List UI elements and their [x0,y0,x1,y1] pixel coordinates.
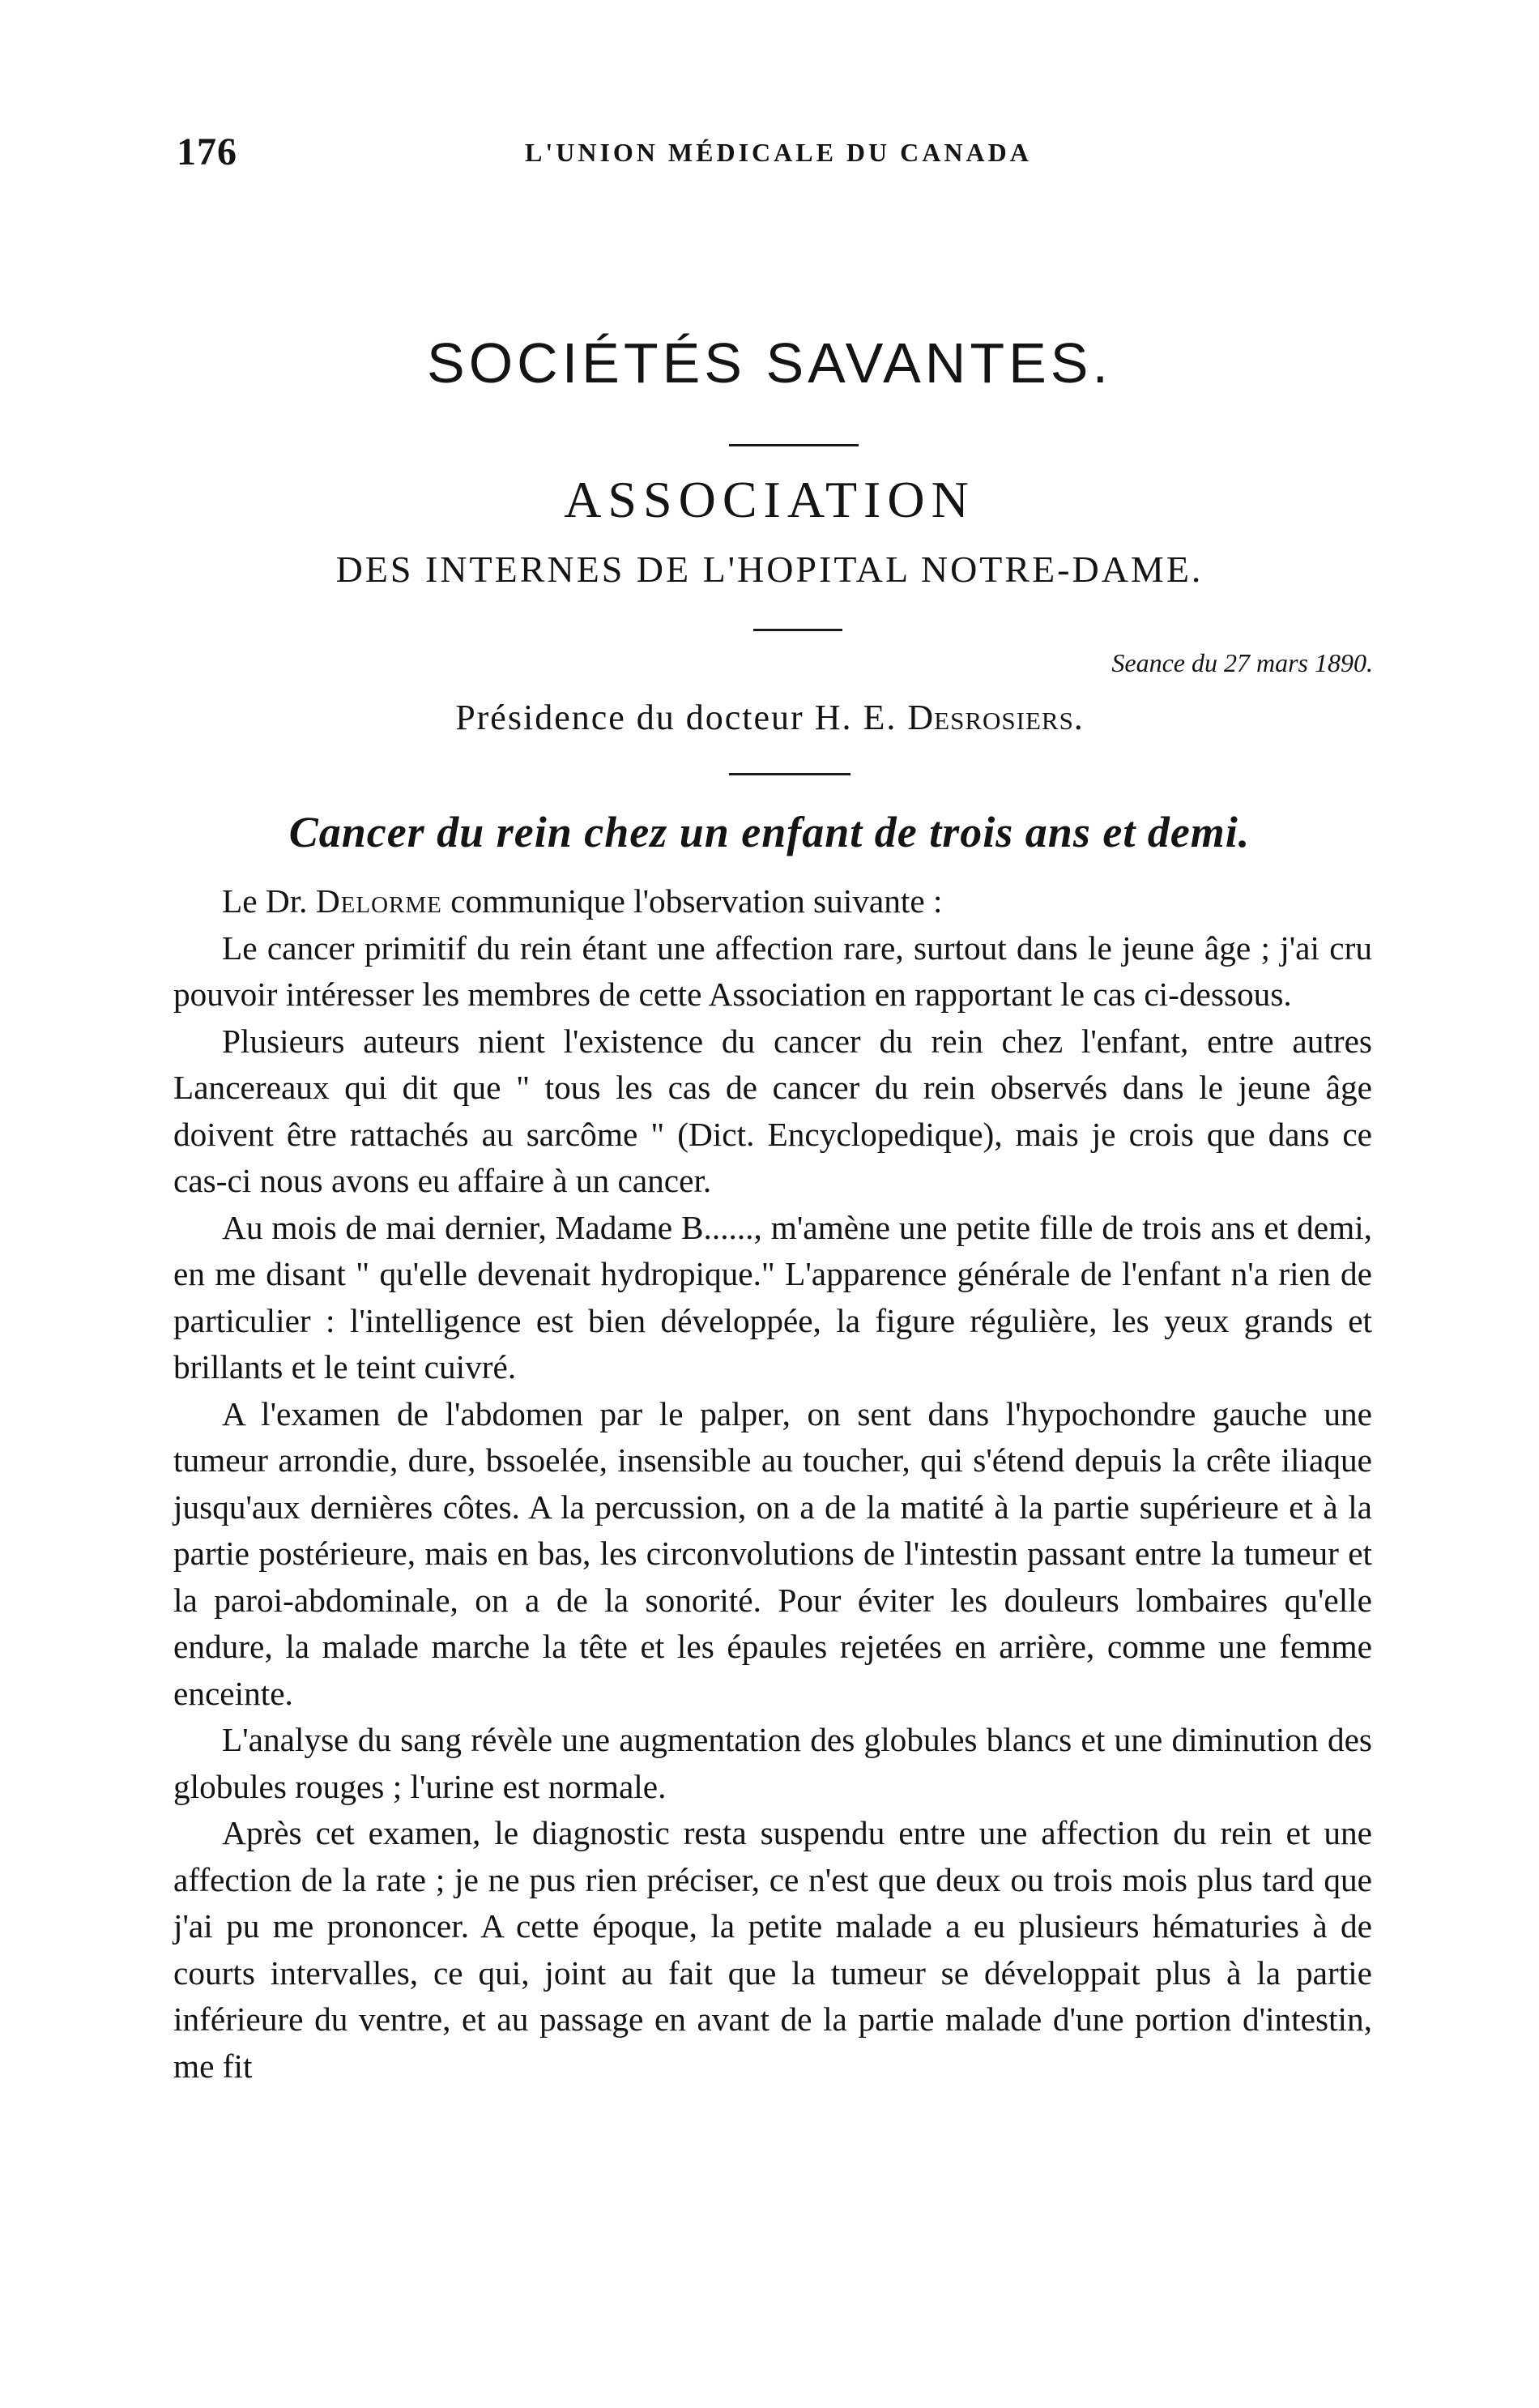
section-title: SOCIÉTÉS SAVANTES. [427,331,1112,395]
paragraph: Le cancer primitif du rein étant une affection rare, surtout dans le jeune âge ; j'ai cru pouvoir intéresser les membres de cette Association en rapportant le cas ci-dessous. [173,929,1372,1013]
association-subtitle: DES INTERNES DE L'HOPITAL NOTRE-DAME. [335,549,1204,590]
seance-date: Seance du 27 mars 1890. [1111,648,1373,677]
paragraph: L'analyse du sang révèle une augmentation des globules blancs et une diminution des globules rouges ; l'urine est normale. [173,1721,1372,1805]
article-title: Cancer du rein chez un enfant de trois ans et demi. [288,808,1251,856]
paragraph: Au mois de mai dernier, Madame B......, m'amène une petite fille de trois ans et demi, en me disant " qu'elle devenait hydropique." L'apparence générale de l'enfant n'a rien de particulier : l'intelligence est bien développée, la figure régulière, les yeux grands et brillants et le teint cuivré. [173,1208,1372,1385]
association-title: ASSOCIATION [564,471,975,528]
presidence-prefix: Présidence du docteur H. E. [455,698,908,737]
divider [753,629,842,631]
president-name: Desrosiers. [907,698,1084,737]
journal-title: L'UNION MÉDICALE DU CANADA [525,138,1032,167]
paragraph: Après cet examen, le diagnostic resta suspendu entre une affection du rein et une affection de la rate ; je ne pus rien préciser, ce n'est que deux ou trois mois plus tard que j'ai pu me prononcer. A cette époque, la petite malade a eu plusieurs hématuries à de courts intervalles, ce qui, joint au fait que la tumeur se développait plus à la partie inférieure du ventre, et au passage en avant de la partie malade d'une portion d'intestin, me fit [173,1814,1372,2085]
running-head [177,130,1375,178]
article-body [173,878,1372,2090]
paragraph-prefix: Le Dr. [222,882,316,920]
paragraph: Plusieurs auteurs nient l'existence du cancer du rein chez l'enfant, entre autres Lancereaux qui dit que " tous les cas de cancer du rein observés dans le jeune âge doivent être rattachés au sarcôme " (Dict. Encyclopedique), mais je crois que dans ce cas-ci nous avons eu affaire à un cancer. [173,1022,1372,1199]
divider [729,444,859,446]
author-name: Delorme [315,882,442,920]
page-number: 176 [177,130,237,173]
paragraph [173,878,1372,925]
divider [729,773,850,775]
paragraph: A l'examen de l'abdomen par le palper, on sent dans l'hypochondre gauche une tumeur arrondie, dure, bssoelée, insensible au toucher, qui s'étend depuis la crête iliaque jusqu'aux dernières côtes. A la percussion, on a de la matité à la partie supérieure et à la partie postérieure, mais en bas, les circonvolutions de l'intestin passant entre la tumeur et la paroi-abdominale, on a de la sonorité. Pour éviter les douleurs lombaires qu'elle endure, la malade marche la tête et les épaules rejetées en arrière, comme une femme enceinte. [173,1394,1372,1712]
presidence-line [0,697,1539,738]
paragraph-text: communique l'observation suivante : [441,882,943,920]
